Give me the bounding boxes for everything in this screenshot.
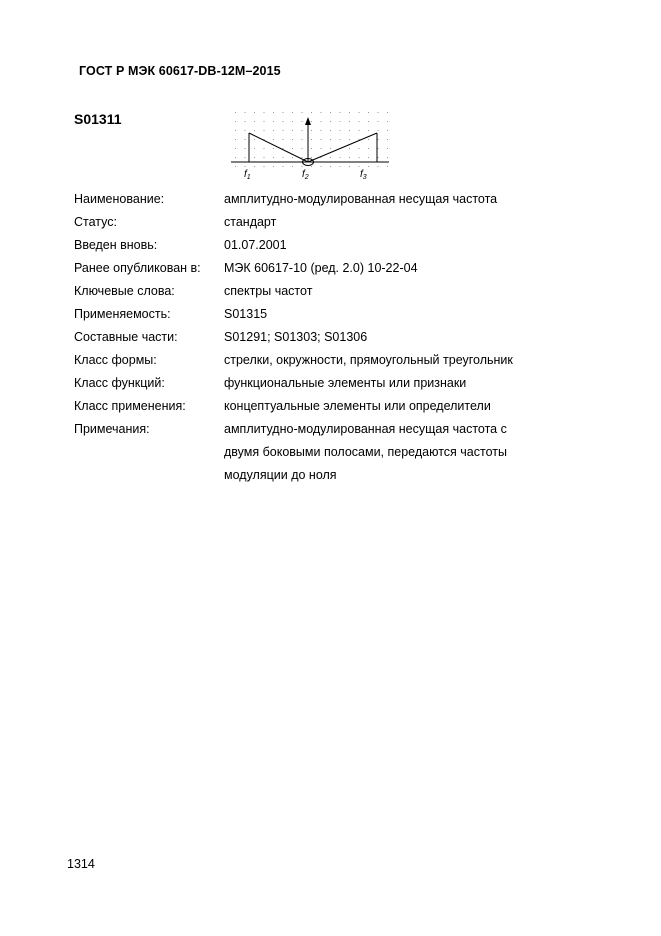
grid-dot — [387, 166, 388, 167]
grid-dot — [368, 121, 369, 122]
grid-dot — [302, 112, 303, 113]
attribute-value — [224, 372, 574, 395]
attribute-value-line: S01291; S01303; S01306 — [224, 330, 368, 344]
attribute-value-line: функциональные элементы или признаки — [224, 376, 467, 390]
document-header: ГОСТ Р МЭК 60617-DB-12M–2015 — [79, 64, 281, 78]
grid-dot — [321, 130, 322, 131]
attribute-value — [224, 211, 574, 234]
grid-dot — [292, 139, 293, 140]
grid-dot — [349, 121, 350, 122]
grid-dot — [359, 121, 360, 122]
grid-dot — [321, 166, 322, 167]
grid-dot — [302, 121, 303, 122]
grid-dot — [359, 139, 360, 140]
symbol-code: S01311 — [74, 111, 122, 127]
attribute-value-line: амплитудно-модулированная несущая частота с — [224, 422, 507, 436]
grid-dot — [387, 112, 388, 113]
grid-dot — [283, 157, 284, 158]
grid-dot — [311, 130, 312, 131]
attribute-value-line: спектры частот — [224, 284, 313, 298]
grid-dot — [273, 157, 274, 158]
attribute-value — [224, 280, 574, 303]
grid-dot — [292, 112, 293, 113]
grid-dot — [302, 157, 303, 158]
grid-dot — [235, 112, 236, 113]
grid-dot — [321, 121, 322, 122]
attribute-value — [224, 326, 574, 349]
grid-dot — [330, 148, 331, 149]
grid-dot — [340, 112, 341, 113]
label-f1: $f_1$ — [244, 169, 251, 181]
attribute-value-line: стандарт — [224, 215, 277, 229]
grid-dot — [283, 121, 284, 122]
grid-dot — [235, 166, 236, 167]
grid-dot — [273, 166, 274, 167]
grid-dot — [340, 157, 341, 158]
grid-dot — [264, 130, 265, 131]
attribute-row — [74, 349, 574, 372]
grid-dot — [245, 121, 246, 122]
grid-dot — [349, 148, 350, 149]
grid-dot — [235, 139, 236, 140]
attribute-row — [74, 211, 574, 234]
grid-dot — [359, 157, 360, 158]
grid-dot — [359, 112, 360, 113]
grid-dot — [378, 157, 379, 158]
grid-dot — [264, 148, 265, 149]
attribute-table — [74, 188, 574, 487]
grid-dot — [349, 157, 350, 158]
grid-dot — [283, 166, 284, 167]
attribute-value-line: двумя боковыми полосами, передаются частоты — [224, 445, 507, 459]
grid-dot — [273, 148, 274, 149]
grid-dot — [349, 139, 350, 140]
grid-dot — [340, 139, 341, 140]
attribute-value — [224, 349, 574, 372]
grid-dot — [283, 130, 284, 131]
attribute-row — [74, 372, 574, 395]
grid-dot — [264, 112, 265, 113]
grid-dot — [235, 148, 236, 149]
attribute-label: Введен вновь: — [74, 238, 158, 252]
grid-dot — [254, 148, 255, 149]
grid-dot — [387, 139, 388, 140]
grid-dot — [273, 121, 274, 122]
attribute-row — [74, 188, 574, 211]
attribute-value — [224, 234, 574, 257]
symbol-lines — [231, 122, 389, 166]
label-f2: $f_2$ — [302, 169, 309, 181]
grid-dot — [245, 148, 246, 149]
attribute-value — [224, 257, 574, 280]
grid-dot — [292, 166, 293, 167]
grid-dot — [330, 139, 331, 140]
attribute-label: Класс формы: — [74, 353, 157, 367]
grid-dot — [378, 148, 379, 149]
grid-dot — [264, 166, 265, 167]
grid-dot — [302, 148, 303, 149]
attribute-value — [224, 418, 574, 487]
attribute-label: Ранее опубликован в: — [74, 261, 201, 275]
attribute-row — [74, 234, 574, 257]
grid-dot — [368, 166, 369, 167]
attribute-row — [74, 418, 574, 487]
grid-dot — [378, 166, 379, 167]
grid-dot — [292, 148, 293, 149]
attribute-value — [224, 188, 574, 211]
grid-dot — [245, 139, 246, 140]
grid-dot — [387, 157, 388, 158]
symbol-graphic — [229, 108, 391, 182]
grid-dot — [292, 157, 293, 158]
grid-dot — [387, 130, 388, 131]
grid-dot — [311, 157, 312, 158]
grid-dot — [311, 166, 312, 167]
grid-dot — [330, 121, 331, 122]
grid-dot — [378, 130, 379, 131]
attribute-label: Примечания: — [74, 422, 150, 436]
grid-dot — [330, 130, 331, 131]
grid-dot — [292, 130, 293, 131]
attribute-value-line: амплитудно-модулированная несущая частота — [224, 192, 498, 206]
grid-dot — [368, 139, 369, 140]
grid-dot — [321, 112, 322, 113]
attribute-row — [74, 280, 574, 303]
attribute-row — [74, 395, 574, 418]
grid-dot — [273, 112, 274, 113]
grid-dot — [359, 130, 360, 131]
attribute-label: Применяемость: — [74, 307, 171, 321]
right-sideband — [308, 133, 377, 162]
grid-dot — [321, 139, 322, 140]
grid-dot — [283, 139, 284, 140]
grid-dot — [311, 121, 312, 122]
grid-dot — [330, 112, 331, 113]
attribute-value-line: модуляции до ноля — [224, 468, 337, 482]
attribute-value-line: МЭК 60617-10 (ред. 2.0) 10-22-04 — [224, 261, 418, 275]
grid-dot — [273, 139, 274, 140]
attribute-label: Ключевые слова: — [74, 284, 175, 298]
grid-dot — [368, 130, 369, 131]
grid-dot — [273, 130, 274, 131]
grid-dot — [245, 157, 246, 158]
grid-dot — [330, 166, 331, 167]
grid-dot — [311, 148, 312, 149]
attribute-label: Наименование: — [74, 192, 165, 206]
attribute-label: Составные части: — [74, 330, 178, 344]
grid-dot — [235, 121, 236, 122]
grid-dot — [311, 139, 312, 140]
attribute-row — [74, 326, 574, 349]
attribute-value-line: стрелки, окружности, прямоугольный треугольник — [224, 353, 513, 367]
grid-dot — [254, 139, 255, 140]
grid-dot — [311, 112, 312, 113]
left-sideband — [249, 133, 308, 162]
grid-dot — [359, 166, 360, 167]
grid-dot — [245, 130, 246, 131]
grid-dot — [368, 148, 369, 149]
attribute-value — [224, 395, 574, 418]
grid-dot — [235, 157, 236, 158]
attribute-label: Класс функций: — [74, 376, 165, 390]
attribute-row — [74, 257, 574, 280]
grid-dot — [302, 139, 303, 140]
grid-dot — [254, 166, 255, 167]
grid-dot — [254, 157, 255, 158]
grid-dot — [245, 166, 246, 167]
grid-dot — [264, 121, 265, 122]
grid-dot — [302, 130, 303, 131]
grid-dot — [292, 121, 293, 122]
grid-dot — [235, 130, 236, 131]
grid-dot — [387, 121, 388, 122]
grid-dot — [245, 112, 246, 113]
grid-dot — [254, 130, 255, 131]
carrier-arrow-head — [305, 117, 311, 125]
grid-dot — [368, 112, 369, 113]
label-f3: $f_3$ — [360, 169, 367, 181]
grid-dot — [349, 130, 350, 131]
grid-dot — [340, 121, 341, 122]
page-number: 1314 — [67, 857, 95, 871]
grid-dot — [340, 166, 341, 167]
attribute-value — [224, 303, 574, 326]
grid-dot — [387, 148, 388, 149]
attribute-value-line: 01.07.2001 — [224, 238, 287, 252]
attribute-label: Класс применения: — [74, 399, 186, 413]
grid-dot — [283, 112, 284, 113]
attribute-value-line: S01315 — [224, 307, 268, 321]
grid-dot — [378, 121, 379, 122]
grid-dot — [254, 121, 255, 122]
grid-dot — [264, 157, 265, 158]
grid-dot — [340, 130, 341, 131]
attribute-value-line: концептуальные элементы или определители — [224, 399, 491, 413]
attribute-label: Статус: — [74, 215, 117, 229]
attribute-row — [74, 303, 574, 326]
grid-dot — [349, 166, 350, 167]
grid-dot — [378, 112, 379, 113]
grid-dot — [302, 166, 303, 167]
grid-dot — [254, 112, 255, 113]
grid-dot — [330, 157, 331, 158]
grid-dot — [359, 148, 360, 149]
grid-dot — [321, 148, 322, 149]
grid-dot — [368, 157, 369, 158]
grid-dot — [378, 139, 379, 140]
grid-dot — [349, 112, 350, 113]
grid-dot — [283, 148, 284, 149]
